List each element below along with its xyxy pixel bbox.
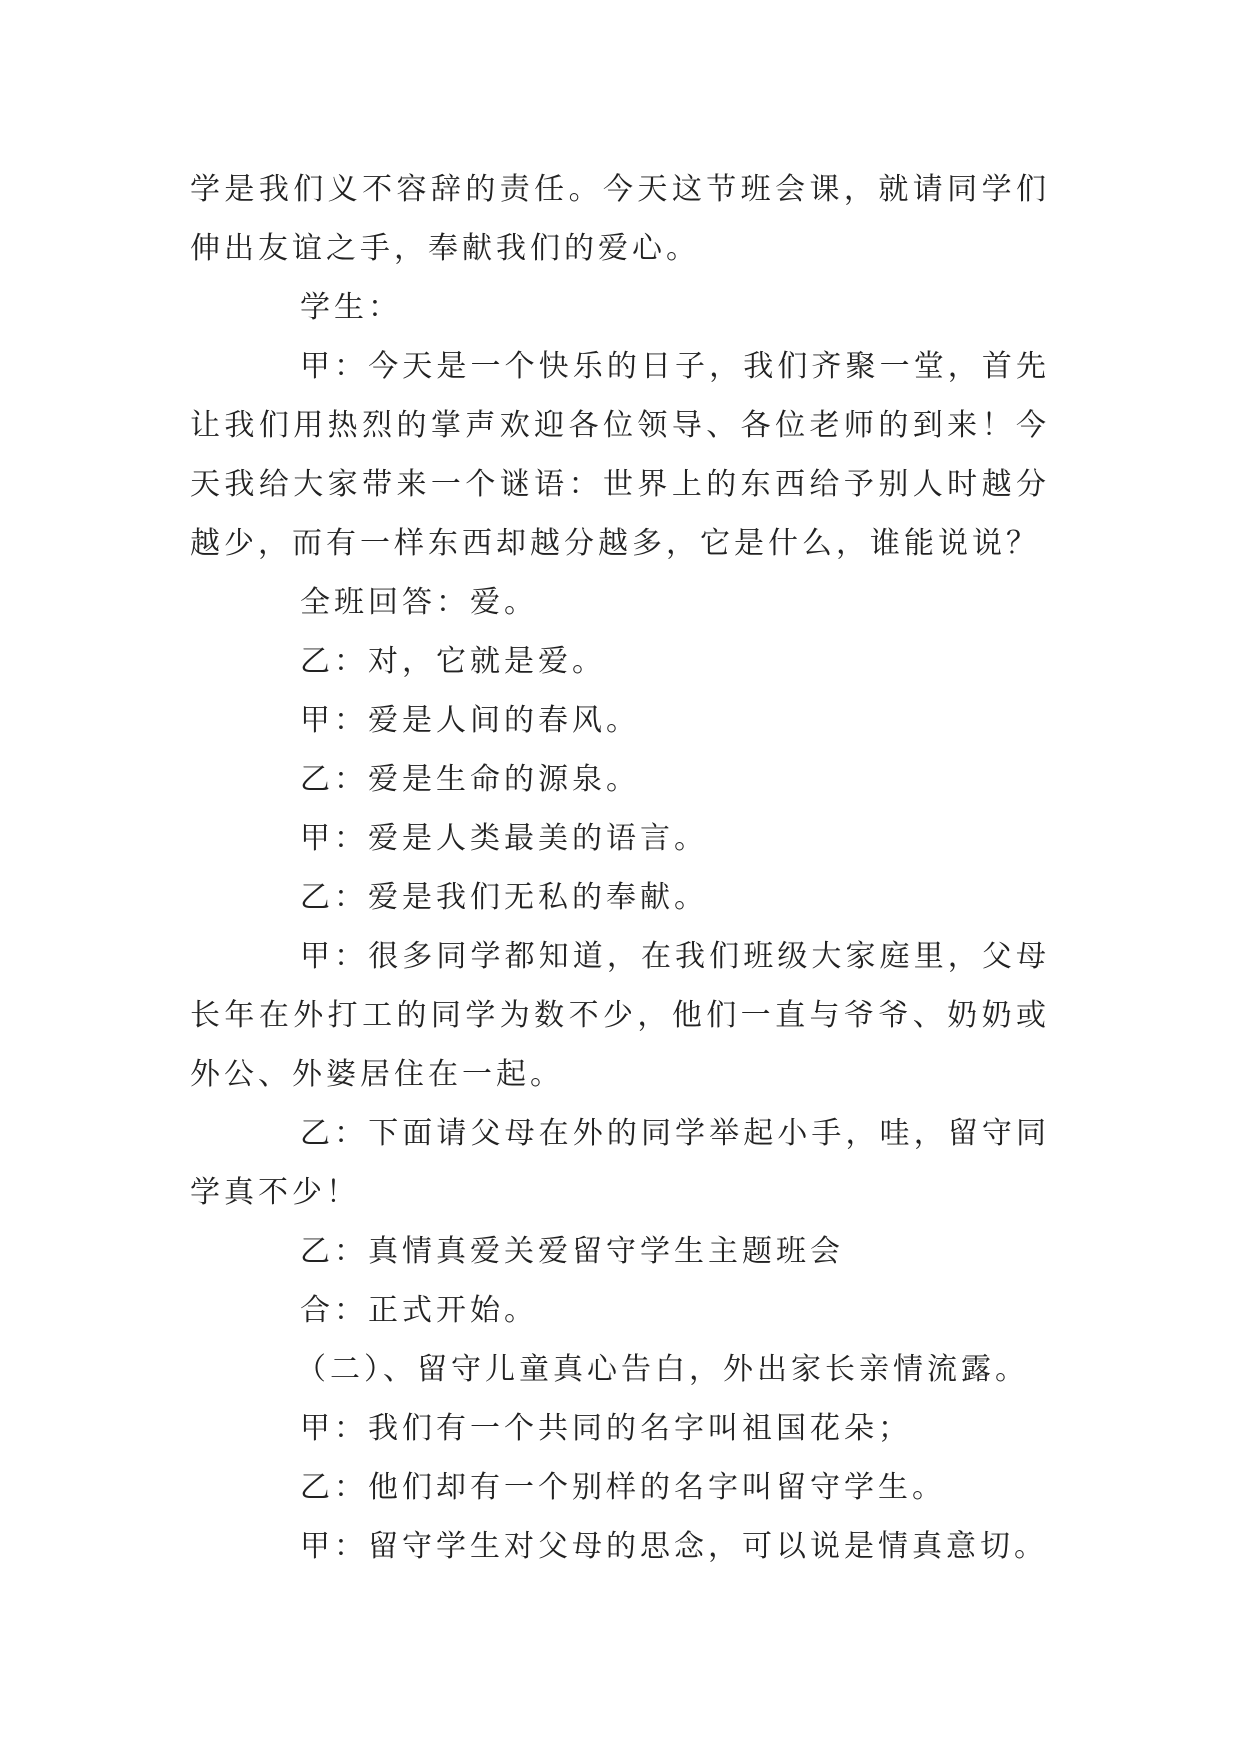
paragraph-intro-continuation: 学是我们义不容辞的责任。今天这节班会课，就请同学们伸出友谊之手，奉献我们的爱心。 bbox=[190, 172, 1050, 266]
paragraph-students-label: 学生： bbox=[300, 290, 402, 325]
paragraph-jia-riddle: 甲：今天是一个快乐的日子，我们齐聚一堂，首先让我们用热烈的掌声欢迎各位领导、各位老师的到来！今天我给大家带来一个谜语：世界上的东西给予别人时越分越少，而有一样东西却越分越多，它是什么，谁能说说？ bbox=[190, 349, 1050, 561]
paragraph-yi-source-of-life: 乙：爱是生命的源泉。 bbox=[300, 762, 640, 797]
paragraph-yi-left-behind: 乙：他们却有一个别样的名字叫留守学生。 bbox=[300, 1470, 946, 1505]
paragraph-jia-classmates: 甲：很多同学都知道，在我们班级大家庭里，父母长年在外打工的同学为数不少，他们一直与爷爷、奶奶或外公、外婆居住在一起。 bbox=[190, 939, 1050, 1092]
paragraph-yi-raise-hands: 乙：下面请父母在外的同学举起小手，哇，留守同学真不少！ bbox=[190, 1116, 1050, 1210]
paragraph-jia-longing: 甲：留守学生对父母的思念，可以说是情真意切。 bbox=[300, 1529, 1048, 1564]
paragraph-yi-meeting-title: 乙：真情真爱关爱留守学生主题班会 bbox=[300, 1234, 844, 1269]
paragraph-yi-dedication: 乙：爱是我们无私的奉献。 bbox=[300, 880, 708, 915]
paragraph-jia-flowers: 甲：我们有一个共同的名字叫祖国花朵； bbox=[300, 1411, 912, 1446]
paragraph-jia-spring-breeze: 甲：爱是人间的春风。 bbox=[300, 703, 640, 738]
paragraph-class-answer: 全班回答：爱。 bbox=[300, 585, 538, 620]
paragraph-together-begin: 合：正式开始。 bbox=[300, 1293, 538, 1328]
paragraph-jia-language: 甲：爱是人类最美的语言。 bbox=[300, 821, 708, 856]
document-body bbox=[190, 160, 1050, 1576]
paragraph-yi-love: 乙：对，它就是爱。 bbox=[300, 644, 606, 679]
section-heading-part-two: （二）、留守儿童真心告白，外出家长亲情流露。 bbox=[296, 1352, 1029, 1387]
